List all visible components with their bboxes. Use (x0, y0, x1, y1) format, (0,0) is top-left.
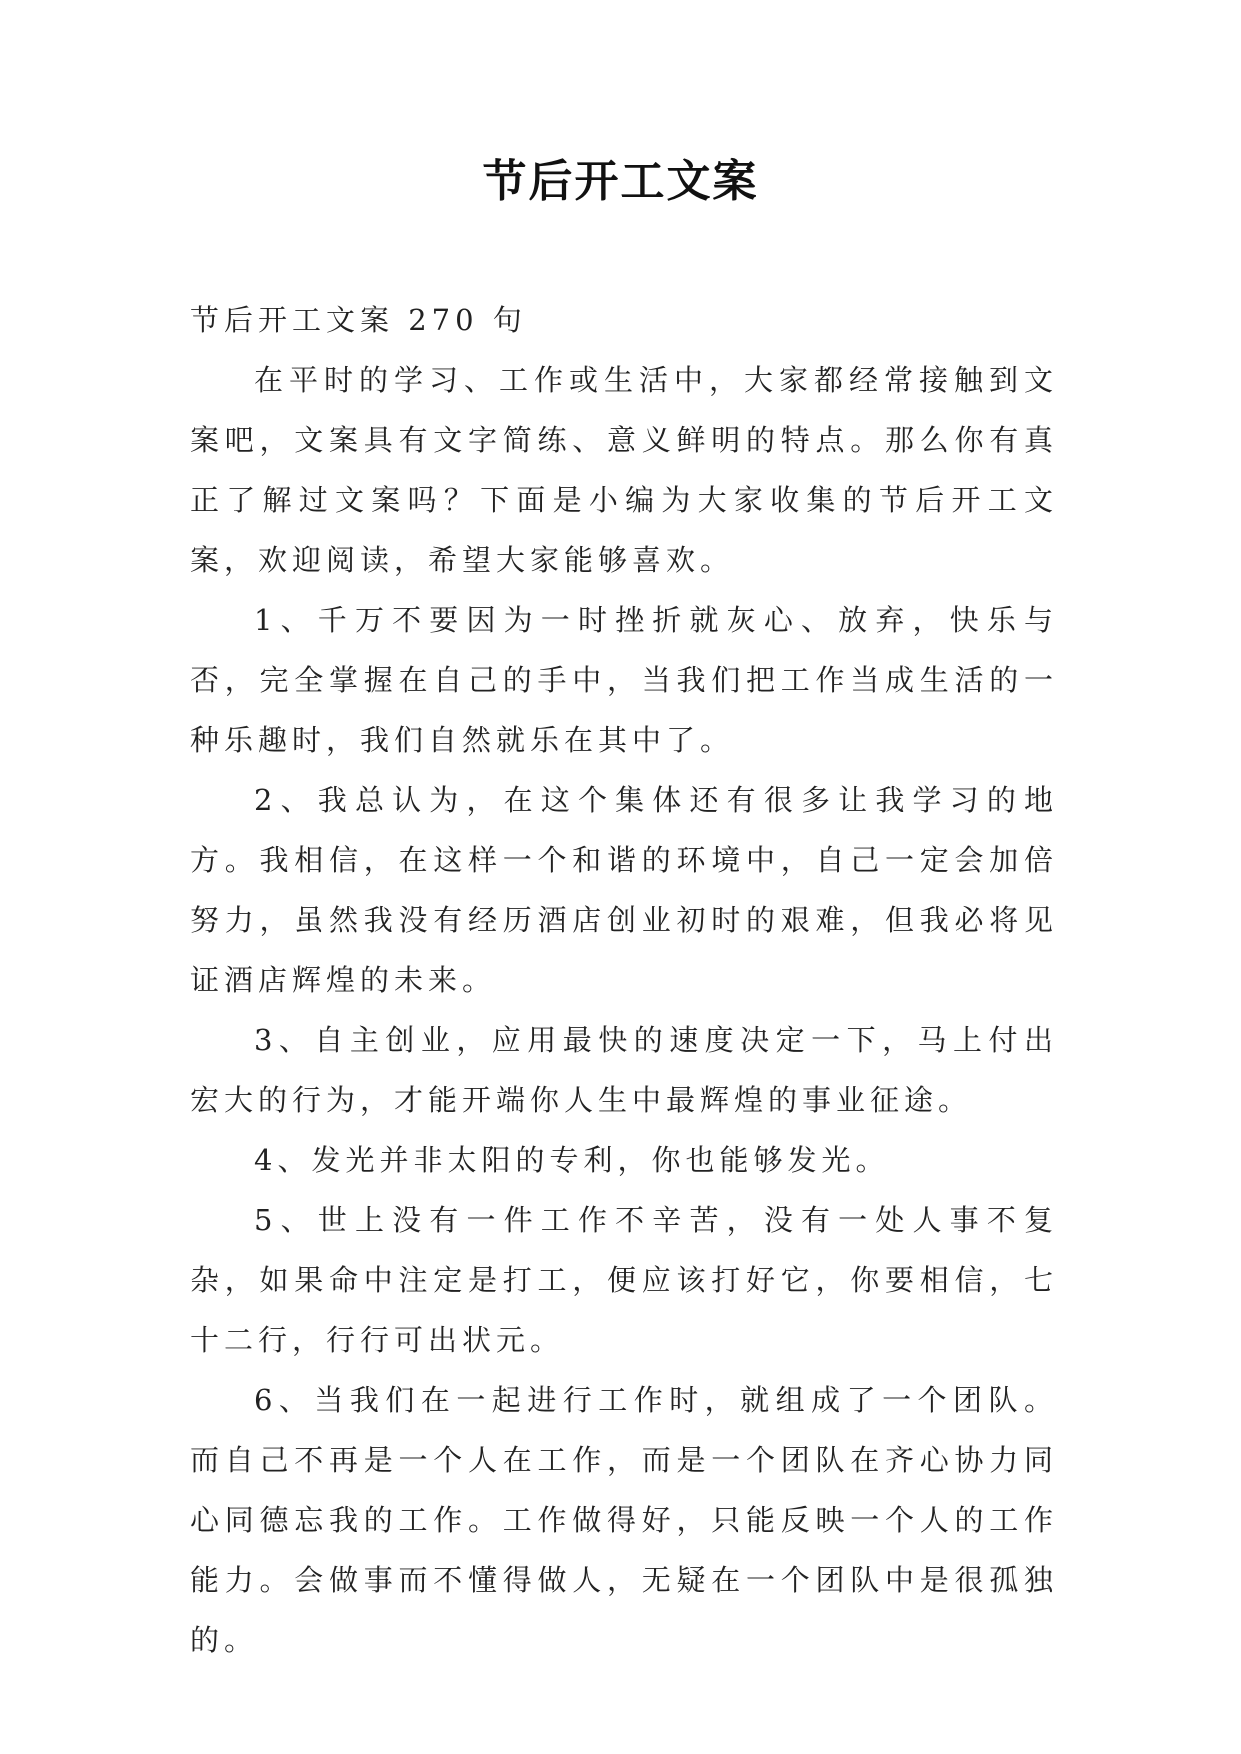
list-item: 6、当我们在一起进行工作时，就组成了一个团队。而自己不再是一个人在工作，而是一个团队在齐心协力同心同德忘我的工作。工作做得好，只能反映一个人的工作能力。会做事而不懂得做人，无疑在一个团队中是很孤独的。 (190, 1383, 1058, 1657)
list-item: 4、发光并非太阳的专利，你也能够发光。 (254, 1143, 890, 1177)
document-title: 节后开工文案 (482, 156, 759, 207)
intro-paragraph: 在平时的学习、工作或生活中，大家都经常接触到文案吧，文案具有文字简练、意义鲜明的特点。那么你有真正了解过文案吗？下面是小编为大家收集的节后开工文案，欢迎阅读，希望大家能够喜欢。 (190, 363, 1058, 577)
document-subtitle: 节后开工文案 270 句 (190, 303, 527, 337)
list-item: 2、我总认为，在这个集体还有很多让我学习的地方。我相信，在这样一个和谐的环境中，自己一定会加倍努力，虽然我没有经历酒店创业初时的艰难，但我必将见证酒店辉煌的未来。 (190, 783, 1058, 997)
list-item: 3、自主创业，应用最快的速度决定一下，马上付出宏大的行为，才能开端你人生中最辉煌的事业征途。 (190, 1023, 1058, 1117)
list-item: 1、千万不要因为一时挫折就灰心、放弃，快乐与否，完全掌握在自己的手中，当我们把工作当成生活的一种乐趣时，我们自然就乐在其中了。 (190, 603, 1058, 757)
document-body (190, 290, 1058, 1670)
list-item: 5、世上没有一件工作不辛苦，没有一处人事不复杂，如果命中注定是打工，便应该打好它，你要相信，七十二行，行行可出状元。 (190, 1203, 1058, 1357)
